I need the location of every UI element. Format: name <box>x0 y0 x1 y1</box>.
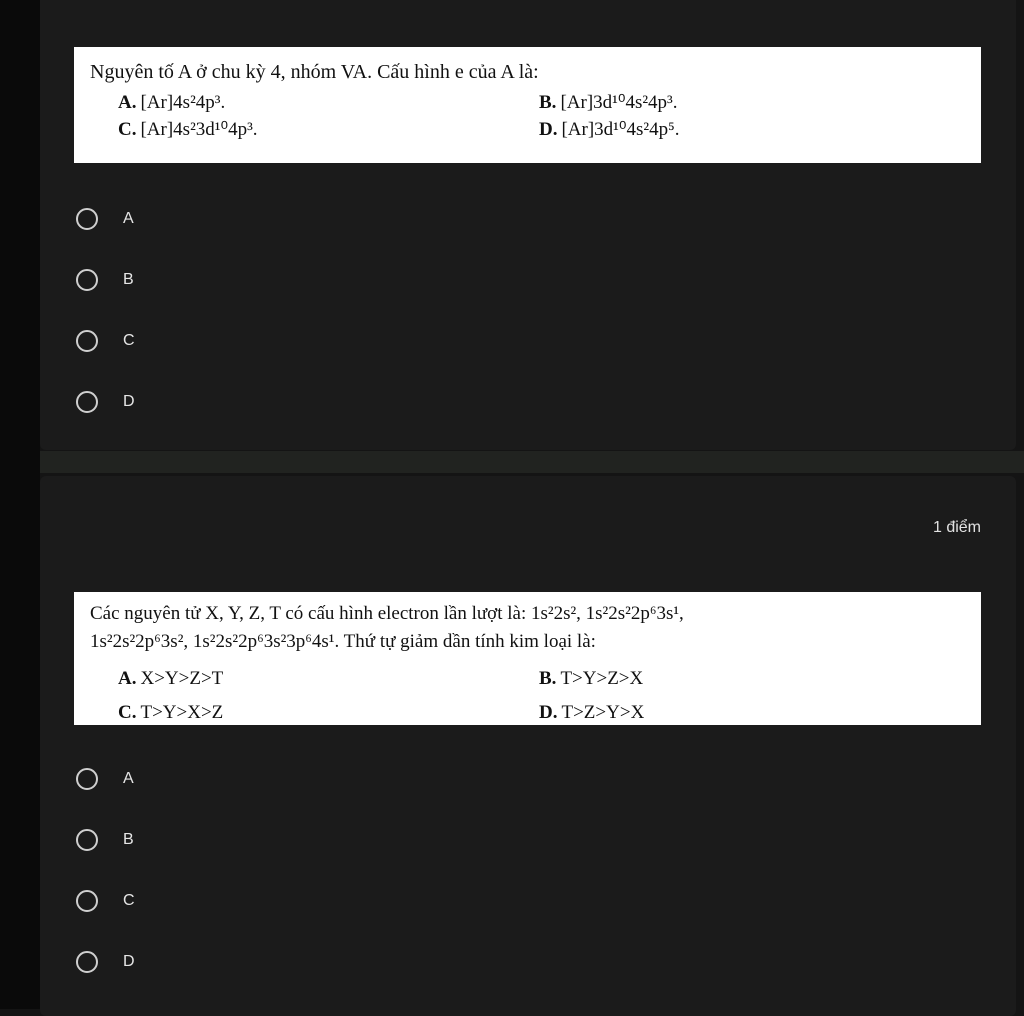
radio-circle-icon[interactable] <box>76 330 98 352</box>
radio-circle-icon[interactable] <box>76 391 98 413</box>
radio-circle-icon[interactable] <box>76 269 98 291</box>
radio-group-1 <box>76 188 135 432</box>
radio-choice-c[interactable]: C <box>76 870 135 931</box>
option-c: C. T>Y>X>Z <box>118 702 224 723</box>
answer-options <box>118 89 965 143</box>
answer-options <box>118 662 965 730</box>
option-c: C. [Ar]4s²3d¹⁰4p³. <box>118 119 258 140</box>
option-a: A. X>Y>Z>T <box>118 668 224 689</box>
option-d: D. [Ar]3d¹⁰4s²4p⁵. <box>539 119 680 140</box>
radio-choice-a[interactable]: A <box>76 748 135 809</box>
radio-circle-icon[interactable] <box>76 208 98 230</box>
question-image-1 <box>74 47 981 163</box>
points-label: 1 điểm <box>932 519 981 536</box>
radio-choice-a[interactable]: A <box>76 188 135 249</box>
radio-group-2 <box>76 748 135 992</box>
option-b: B. T>Y>Z>X <box>539 668 644 689</box>
question-image-2 <box>74 592 981 725</box>
question-text: Nguyên tố A ở chu kỳ 4, nhóm VA. Cấu hình e của A là: <box>90 61 539 83</box>
option-b: B. [Ar]3d¹⁰4s²4p³. <box>539 92 678 113</box>
question-text-line-2: 1s²2s²2p⁶3s², 1s²2s²2p⁶3s²3p⁶4s¹. Thứ tự giảm dần tính kim loại là: <box>90 631 596 652</box>
radio-choice-b[interactable]: B <box>76 249 135 310</box>
question-text <box>90 600 965 656</box>
radio-choice-d[interactable]: D <box>76 371 135 432</box>
question-text-line-1: Các nguyên tử X, Y, Z, T có cấu hình electron lần lượt là: 1s²2s², 1s²2s²2p⁶3s¹, <box>90 603 684 624</box>
option-d: D. T>Z>Y>X <box>539 702 645 723</box>
left-edge <box>0 0 40 1009</box>
radio-circle-icon[interactable] <box>76 768 98 790</box>
radio-circle-icon[interactable] <box>76 890 98 912</box>
card-divider <box>40 451 1024 473</box>
radio-choice-c[interactable]: C <box>76 310 135 371</box>
radio-circle-icon[interactable] <box>76 951 98 973</box>
question-card-2 <box>40 476 1016 1016</box>
radio-choice-d[interactable]: D <box>76 931 135 992</box>
option-a: A. [Ar]4s²4p³. <box>118 91 226 113</box>
radio-circle-icon[interactable] <box>76 829 98 851</box>
radio-choice-b[interactable]: B <box>76 809 135 870</box>
